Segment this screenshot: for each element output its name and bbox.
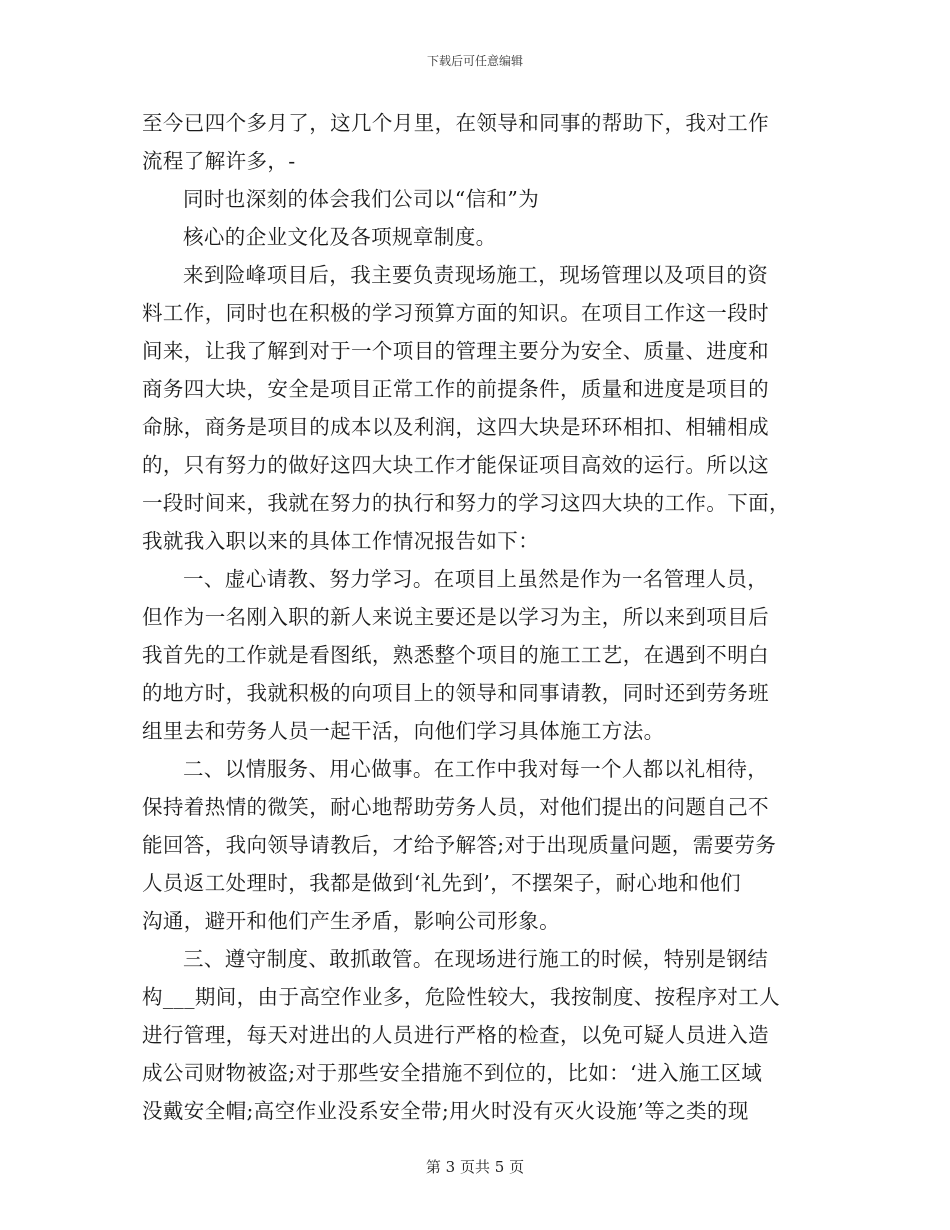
text-line: 同时也深刻的体会我们公司以“信和”为	[183, 187, 540, 211]
text-line: 没戴安全帽;高空作业没系安全带;用火时没有灭火设施’等之类的现	[142, 1099, 749, 1123]
text-line: 的，只有努力的做好这四大块工作才能保证项目高效的运行。所以这	[142, 453, 769, 477]
text-line: 沟通，避开和他们产生矛盾，影响公司形象。	[142, 909, 560, 933]
text-line: 我首先的工作就是看图纸，熟悉整个项目的施工工艺，在遇到不明白	[142, 643, 769, 667]
text-line: 料工作，同时也在积极的学习预算方面的知识。在项目工作这一段时	[142, 301, 769, 325]
text-line: 能回答，我向领导请教后，才给予解答;对于出现质量问题，需要劳务	[142, 833, 777, 857]
text-line: 进行管理，每天对进出的人员进行严格的检查，以免可疑人员进入造	[142, 1023, 769, 1047]
text-line: 核心的企业文化及各项规章制度。	[183, 225, 497, 249]
text-line: 二、以情服务、用心做事。在工作中我对每一个人都以礼相待，	[183, 757, 769, 781]
text-line: 保持着热情的微笑，耐心地帮助劳务人员，对他们提出的问题自己不	[142, 795, 769, 819]
text-line: 来到险峰项目后，我主要负责现场施工，现场管理以及项目的资	[183, 263, 769, 287]
text-line: 三、遵守制度、敢抓敢管。在现场进行施工的时候，特别是钢结	[183, 947, 769, 971]
text-line: 我就我入职以来的具体工作情况报告如下：	[142, 529, 540, 553]
text-line: 一段时间来，我就在努力的执行和努力的学习这四大块的工作。下面，	[142, 491, 790, 515]
text-line: 商务四大块，安全是项目正常工作的前提条件，质量和进度是项目的	[142, 377, 769, 401]
text-line: 流程了解许多，-	[142, 149, 296, 173]
text-line: 间来，让我了解到对于一个项目的管理主要分为安全、质量、进度和	[142, 339, 769, 363]
text-line: 至今已四个多月了，这几个月里，在领导和同事的帮助下，我对工作	[142, 111, 769, 135]
text-line: 组里去和劳务人员一起干活，向他们学习具体施工方法。	[142, 719, 665, 743]
text-line: 成公司财物被盗;对于那些安全措施不到位的，比如：‘进入施工区域	[142, 1061, 763, 1085]
page-header: 下载后可任意编辑	[426, 54, 523, 68]
text-line: 命脉，商务是项目的成本以及利润，这四大块是环环相扣、相辅相成	[142, 415, 769, 439]
document-body	[142, 104, 810, 1130]
text-line: 一、虚心请教、努力学习。在项目上虽然是作为一名管理人员，	[183, 567, 769, 591]
text-line: 构___期间，由于高空作业多，危险性较大，我按制度、按程序对工人	[142, 985, 781, 1009]
text-line: 但作为一名刚入职的新人来说主要还是以学习为主，所以来到项目后	[142, 605, 769, 629]
text-line: 人员返工处理时，我都是做到‘礼先到’，不摆架子，耐心地和他们	[142, 871, 742, 895]
page-footer: 第 3 页共 5 页	[425, 1158, 525, 1176]
text-line: 的地方时，我就积极的向项目上的领导和同事请教，同时还到劳务班	[142, 681, 769, 705]
